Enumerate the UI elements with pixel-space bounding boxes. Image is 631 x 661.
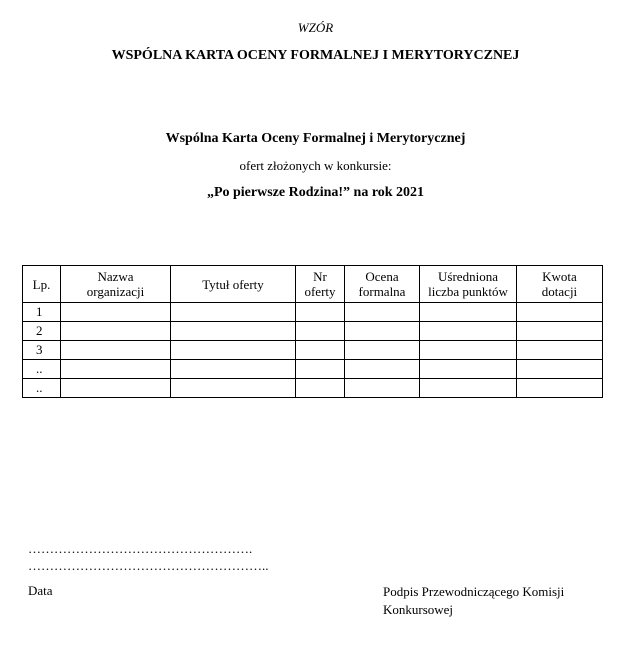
cell-organization xyxy=(61,341,171,360)
header-offer-number-line1: Nr xyxy=(313,269,327,284)
cell-formal-assessment xyxy=(345,303,420,322)
cell-organization xyxy=(61,360,171,379)
table-row xyxy=(23,379,603,398)
header-average-points xyxy=(420,266,517,303)
cell-offer-title xyxy=(171,360,296,379)
cell-offer-number xyxy=(296,322,345,341)
cell-offer-number xyxy=(296,360,345,379)
row-number: 1 xyxy=(23,303,61,322)
row-number: .. xyxy=(23,379,61,398)
cell-offer-title xyxy=(171,303,296,322)
cell-offer-title xyxy=(171,322,296,341)
table-header-row xyxy=(23,266,603,303)
cell-grant-amount xyxy=(517,341,603,360)
cell-grant-amount xyxy=(517,322,603,341)
header-lp: Lp. xyxy=(23,266,61,303)
header-grant-amount xyxy=(517,266,603,303)
header-grant-amount-line1: Kwota xyxy=(542,269,577,284)
cell-average-points xyxy=(420,341,517,360)
signature-line-2: ……………………………………………….. xyxy=(28,558,269,573)
cell-organization xyxy=(61,379,171,398)
date-label: Data xyxy=(28,583,53,598)
table-row xyxy=(23,322,603,341)
card-subtitle: Wspólna Karta Oceny Formalnej i Merytorycznej xyxy=(165,131,466,146)
cell-grant-amount xyxy=(517,379,603,398)
table-row xyxy=(23,341,603,360)
cell-organization xyxy=(61,303,171,322)
cell-average-points xyxy=(420,303,517,322)
cell-offer-number xyxy=(296,379,345,398)
table-row xyxy=(23,303,603,322)
cell-average-points xyxy=(420,360,517,379)
cell-formal-assessment xyxy=(345,379,420,398)
signature-label-line1: Podpis Przewodniczącego Komisji xyxy=(383,584,565,599)
header-offer-title: Tytuł oferty xyxy=(171,266,296,303)
cell-offer-title xyxy=(171,379,296,398)
table-row xyxy=(23,360,603,379)
header-offer-number-line2: oferty xyxy=(304,284,336,299)
document-title: WSPÓLNA KARTA OCENY FORMALNEJ I MERYTORYCZNEJ xyxy=(111,48,520,63)
cell-grant-amount xyxy=(517,303,603,322)
cell-grant-amount xyxy=(517,360,603,379)
row-number: 2 xyxy=(23,322,61,341)
offers-table xyxy=(22,265,603,398)
cell-offer-title xyxy=(171,341,296,360)
cell-average-points xyxy=(420,379,517,398)
header-organization xyxy=(61,266,171,303)
cell-organization xyxy=(61,322,171,341)
cell-offer-number xyxy=(296,303,345,322)
header-formal-assessment-line1: Ocena xyxy=(365,269,399,284)
row-number: 3 xyxy=(23,341,61,360)
header-average-points-line2: liczba punktów xyxy=(428,284,508,299)
cell-average-points xyxy=(420,322,517,341)
header-average-points-line1: Uśredniona xyxy=(438,269,498,284)
header-formal-assessment xyxy=(345,266,420,303)
cell-offer-number xyxy=(296,341,345,360)
contest-name: „Po pierwsze Rodzina!” na rok 2021 xyxy=(206,185,425,200)
row-number: .. xyxy=(23,360,61,379)
cell-formal-assessment xyxy=(345,322,420,341)
header-offer-number xyxy=(296,266,345,303)
header-formal-assessment-line2: formalna xyxy=(358,284,406,299)
offers-description: ofert złożonych w konkursie: xyxy=(239,158,392,173)
cell-formal-assessment xyxy=(345,341,420,360)
header-organization-line2: organizacji xyxy=(86,284,145,299)
signature-line-1: ……………………………………………. xyxy=(28,541,253,556)
signature-label-line2: Konkursowej xyxy=(383,602,454,617)
header-organization-line1: Nazwa xyxy=(97,269,134,284)
chairperson-signature-label xyxy=(383,583,613,619)
header-grant-amount-line2: dotacji xyxy=(541,284,578,299)
cell-formal-assessment xyxy=(345,360,420,379)
template-label: WZÓR xyxy=(297,20,334,35)
